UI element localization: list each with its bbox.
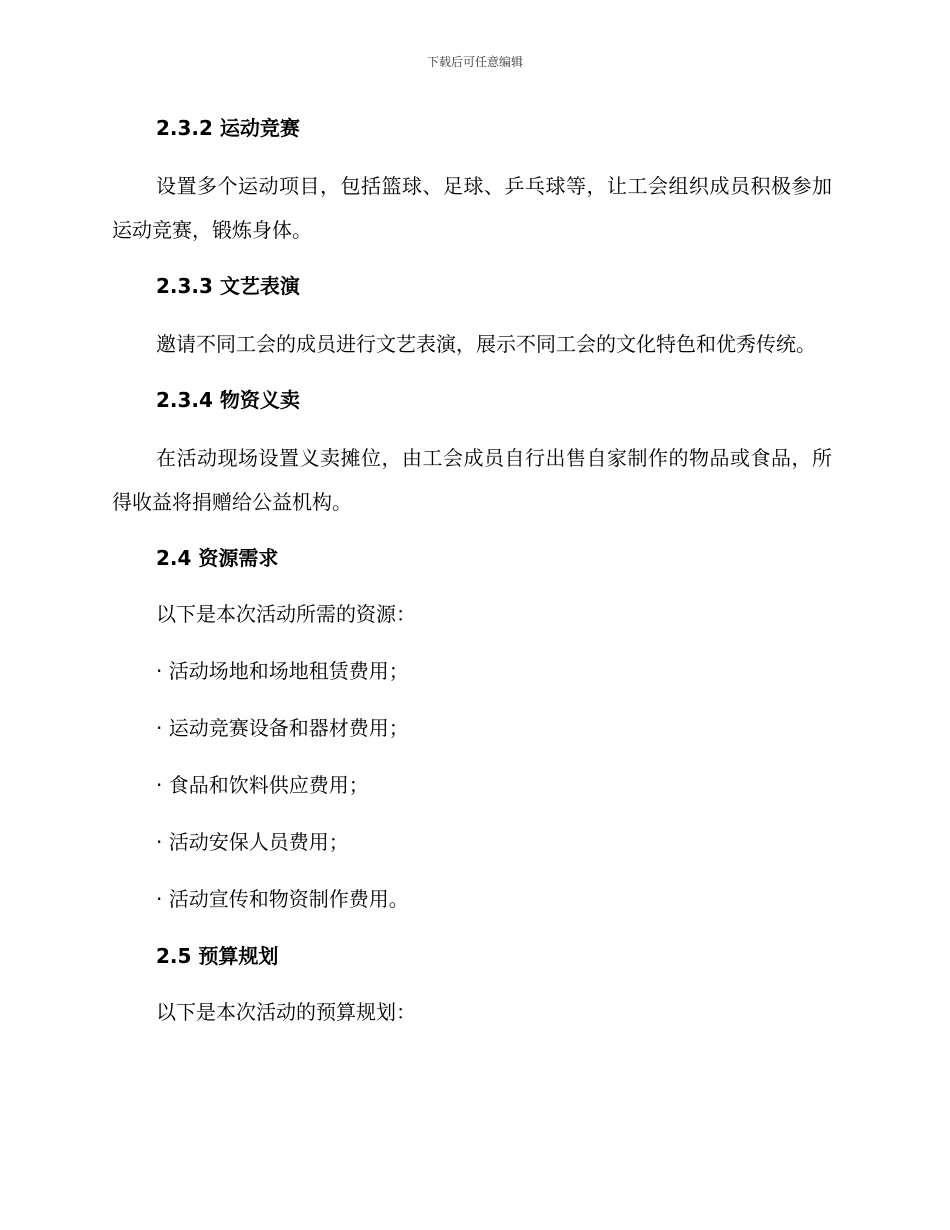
section-intro-2-4: 以下是本次活动所需的资源： [156, 602, 416, 626]
resource-list-item: · 活动安保人员费用； [156, 830, 349, 854]
page-header: 下载后可任意编辑 [426, 55, 523, 69]
section-heading-2-5: 2.5 预算规划 [156, 944, 279, 968]
resource-list-item: · 运动竞赛设备和器材费用； [156, 716, 409, 740]
section-body-2-3-2: 设置多个运动项目，包括篮球、足球、乒乓球等，让工会组织成员积极参加运动竞赛，锻炼身体。 [112, 174, 832, 242]
resource-list-item: · 活动宣传和物资制作费用。 [156, 887, 409, 911]
section-body-2-3-4: 在活动现场设置义卖摊位，由工会成员自行出售自家制作的物品或食品，所得收益将捐赠给公益机构。 [112, 446, 832, 514]
resource-list-item: · 食品和饮料供应费用； [156, 773, 369, 797]
section-heading-2-3-4: 2.3.4 物资义卖 [156, 388, 300, 412]
section-heading-2-3-3: 2.3.3 文艺表演 [156, 274, 300, 298]
resource-list-item: · 活动场地和场地租赁费用； [156, 659, 409, 683]
section-heading-2-3-2: 2.3.2 运动竞赛 [156, 116, 300, 140]
document-body [112, 108, 832, 1049]
section-heading-2-4: 2.4 资源需求 [156, 546, 279, 570]
section-body-2-3-3: 邀请不同工会的成员进行文艺表演，展示不同工会的文化特色和优秀传统。 [156, 332, 816, 356]
section-intro-2-5: 以下是本次活动的预算规划： [156, 1000, 416, 1024]
